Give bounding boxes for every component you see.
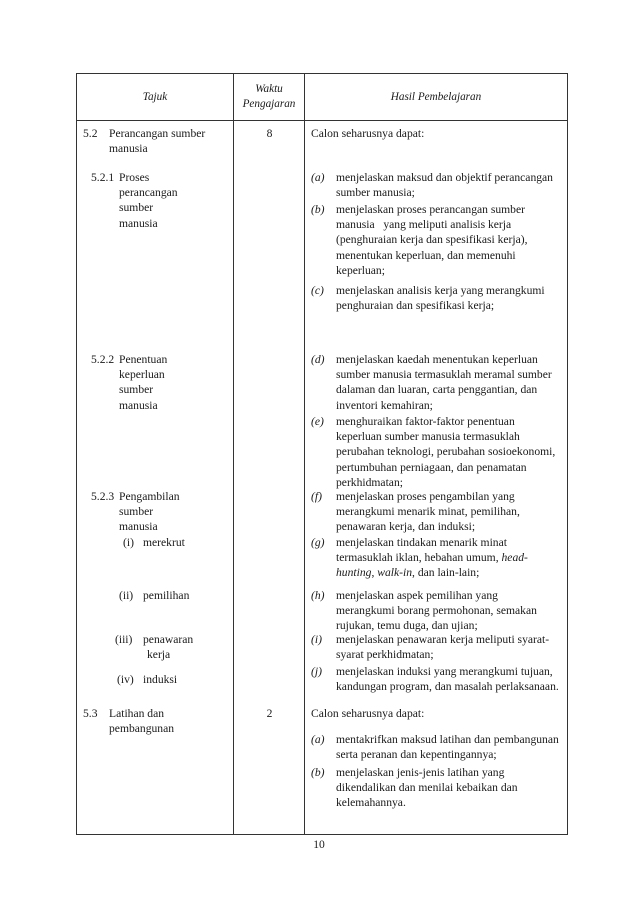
subtopic-number: 5.2.2 [91, 353, 115, 366]
tajuk-column: 5.2 Perancangan sumber manusia 5.2.1 Proses perancangan sumber manusia 5.2.2 Penentuan keperluan sumber manusia 5.2.3 Pengambilan sumber manusia (i) merekrut (ii) pemilihan (iii) penawaran kerja (iv) induksi 5.3 Latihan dan pembangunan [77, 121, 234, 835]
subtopic-line: manusia [119, 216, 158, 230]
outcome-h: (h) menjelaskan aspek pemilihan yang merangkumi borang permohonan, semakan rujukan, temu duga, dan ujian; [311, 589, 537, 633]
header-tajuk: Tajuk [77, 74, 234, 121]
topic-5-2 [83, 126, 205, 156]
topic-title-line: Latihan dan [109, 707, 165, 720]
outcome-i: (i) menjelaskan penawaran kerja meliputi syarat- syarat perkhidmatan; [311, 633, 550, 662]
outcome-5-3-b: (b) menjelaskan jenis-jenis latihan yang dikendalikan dan menilai kebaikan dan kelemahannya. [311, 766, 518, 810]
topic-title-line: Perancangan sumber [109, 127, 206, 140]
subtopic-line: sumber [119, 383, 154, 397]
outcome-5-3-a: (a) mentakrifkan maksud latihan dan pembangunan serta peranan dan kepentingannya; [311, 733, 559, 762]
subtopic-line: Penentuan [119, 353, 168, 366]
subtopic-line: sumber [119, 505, 154, 519]
subtopic-line: Proses [119, 171, 150, 184]
topic-5-3 [83, 706, 174, 736]
topic-5-2-3 [91, 489, 180, 535]
table-header-row [77, 74, 568, 121]
topic-number: 5.2 [83, 127, 98, 140]
subtopic-line: manusia [119, 520, 158, 534]
subtopic-line: sumber [119, 201, 154, 215]
outcome-a: (a) menjelaskan maksud dan objektif perancangan sumber manusia; [311, 171, 553, 200]
subtopic-line: Pengambilan [119, 490, 180, 503]
topic-title-line: manusia [109, 142, 148, 156]
outcome-g: (g) menjelaskan tindakan menarik minat termasuklah iklan, hebahan umum, head- hunting, walk-in, dan lain-lain; [311, 536, 528, 580]
topic-5-2-2 [91, 352, 167, 413]
hours-5-2: 8 [266, 127, 273, 140]
outcome-c: (c) menjelaskan analisis kerja yang merangkumi penghuraian dan spesifikasi kerja; [311, 284, 545, 313]
subtopic-line: perancangan [119, 186, 178, 200]
subtopic-line: keperluan [119, 368, 165, 382]
outcome-f: (f) menjelaskan proses pengambilan yang merangkumi menarik minat, pemilihan, penawaran kerja, dan induksi; [311, 490, 520, 534]
table-body-row [77, 121, 568, 835]
subtopic-line: manusia [119, 398, 158, 412]
outcome-e: (e) menghuraikan faktor-faktor penentuan keperluan sumber manusia termasuklah perubahan teknologi, perubahan sosioekonomi, pertumbuhan perniagaan, dan penamatan perkhidmatan; [311, 415, 556, 489]
outcome-d: (d) menjelaskan kaedah menentukan keperluan sumber manusia termasuklah meramal sumber dalaman dan luaran, carta penggantian, dan inventori kemahiran; [311, 353, 552, 412]
waktu-column [234, 121, 305, 835]
topic-5-2-1 [91, 170, 178, 231]
subtopic-number: 5.2.1 [91, 171, 115, 184]
topic-number: 5.3 [83, 707, 98, 720]
header-hasil-pembelajaran: Hasil Pembelajaran [305, 74, 568, 121]
page-number: 10 [313, 838, 325, 851]
hasil-pembelajaran-column [305, 121, 568, 835]
intro-5-2: Calon seharusnya dapat: [311, 127, 425, 140]
syllabus-table [76, 73, 568, 835]
subtopic-number: 5.2.3 [91, 490, 115, 503]
outcome-j: (j) menjelaskan induksi yang merangkumi tujuan, kandungan program, dan masalah perlaksanaan. [311, 665, 559, 694]
intro-5-3: Calon seharusnya dapat: [311, 707, 425, 720]
outcome-b: (b) menjelaskan proses perancangan sumber manusia yang meliputi analisis kerja (penghuraian kerja dan spesifikasi kerja), menentukan keperluan, dan memenuhi keperluan; [311, 203, 528, 277]
topic-title-line: pembangunan [109, 722, 175, 736]
hours-5-3: 2 [266, 707, 273, 720]
header-waktu-pengajaran: Waktu Pengajaran [234, 74, 305, 121]
